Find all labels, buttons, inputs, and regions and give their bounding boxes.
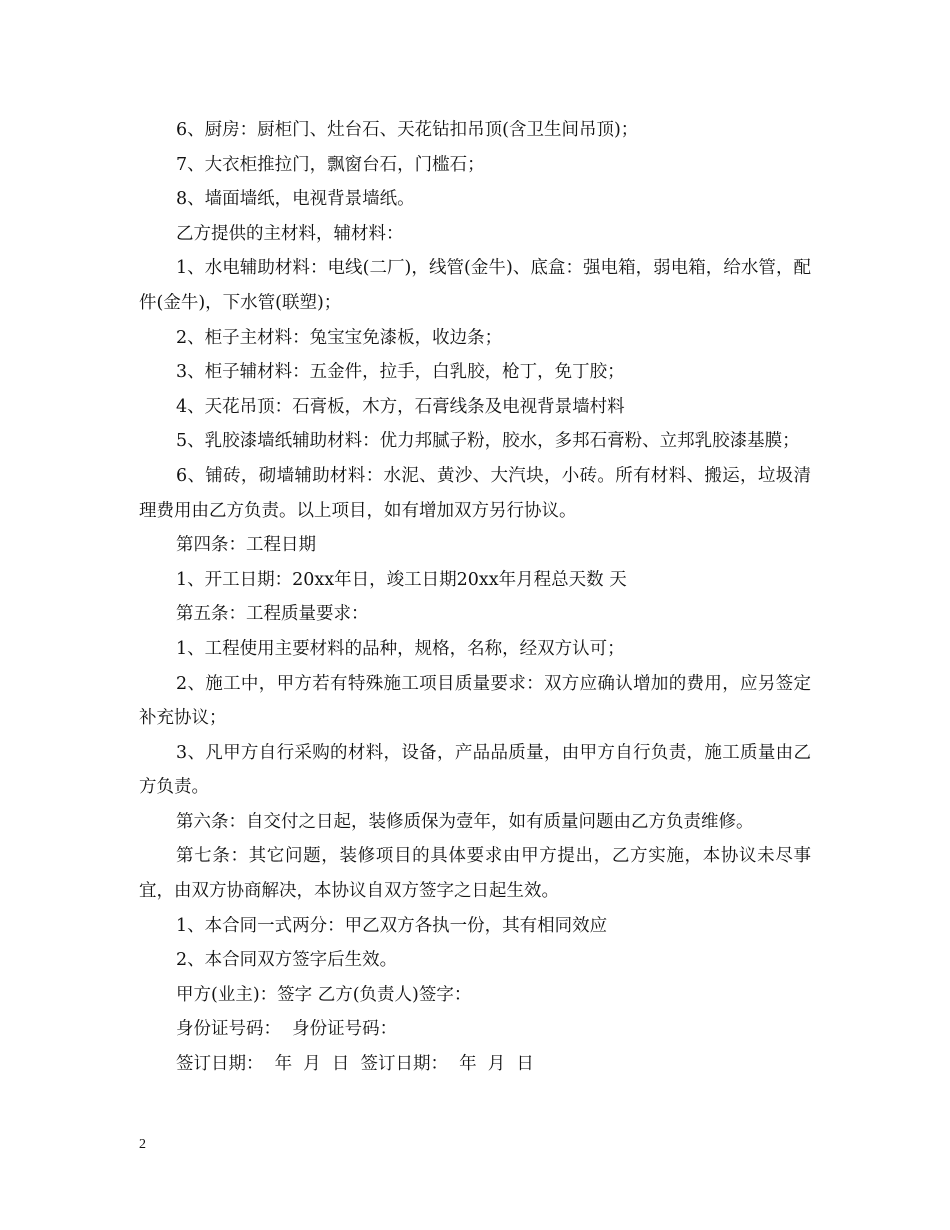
page-number: 2: [139, 1137, 146, 1152]
id-number-line: 身份证号码： 身份证号码：: [176, 1019, 398, 1040]
paragraph: 5、乳胶漆墙纸辅助材料：优力邦腻子粉，胶水，多邦石膏粉、立邦乳胶漆基膜；: [176, 431, 800, 452]
signing-date-line: 签订日期： 年 月 日 签订日期： 年 月 日: [176, 1054, 534, 1075]
paragraph: 6、厨房：厨柜门、灶台石、天花钻扣吊顶(含卫生间吊顶)；: [176, 120, 639, 140]
paragraph: 1、本合同一式两分：甲乙双方各执一份，其有相同效应: [176, 915, 608, 936]
document-body: [139, 113, 811, 1082]
signature-line: 甲方(业主)：签字 乙方(负责人)签字：: [176, 984, 472, 1005]
paragraph: 8、墙面墙纸，电视背景墙纸。: [176, 189, 415, 210]
paragraph: 3、柜子辅材料：五金件，拉手，白乳胶，枪丁，免丁胶；: [176, 362, 625, 383]
section-heading: 第四条：工程日期: [176, 535, 316, 556]
section-heading: 第七条：其它问题，装修项目的具体要求由甲方提出，乙方实施，本协议未尽事宜，由双方协商解决，本协议自双方签字之日起生效。: [139, 846, 811, 902]
paragraph: 6、铺砖，砌墙辅助材料：水泥、黄沙、大汽块，小砖。所有材料、搬运，垃圾清理费用由乙方负责。以上项目，如有增加双方另行协议。: [139, 465, 811, 521]
paragraph: 1、水电辅助材料：电线(二厂)，线管(金牛)、底盒：强电箱，弱电箱，给水管，配件(金牛)，下水管(联塑)；: [139, 258, 811, 313]
section-heading: 乙方提供的主材料，辅材料：: [176, 223, 404, 244]
paragraph: 4、天花吊顶：石膏板，木方，石膏线条及电视背景墙村料: [176, 396, 625, 417]
paragraph: 7、大衣柜推拉门，飘窗台石，门槛石；: [176, 154, 485, 175]
paragraph: 2、施工中，甲方若有特殊施工项目质量要求：双方应确认增加的费用，应另签定补充协议；: [139, 673, 811, 729]
paragraph: 1、开工日期：20xx年日，竣工日期20xx年月程总天数 天: [176, 569, 627, 590]
paragraph: 3、凡甲方自行采购的材料，设备，产品品质量，由甲方自行负责，施工质量由乙方负责。: [139, 742, 811, 798]
paragraph: 2、柜子主材料：兔宝宝免漆板，收边条；: [176, 327, 503, 348]
paragraph: 1、工程使用主要材料的品种，规格，名称，经双方认可；: [176, 638, 625, 659]
section-heading: 第六条：自交付之日起，装修质保为壹年，如有质量问题由乙方负责维修。: [176, 811, 754, 832]
section-heading: 第五条：工程质量要求：: [176, 604, 369, 625]
paragraph: 2、本合同双方签字后生效。: [176, 950, 398, 971]
